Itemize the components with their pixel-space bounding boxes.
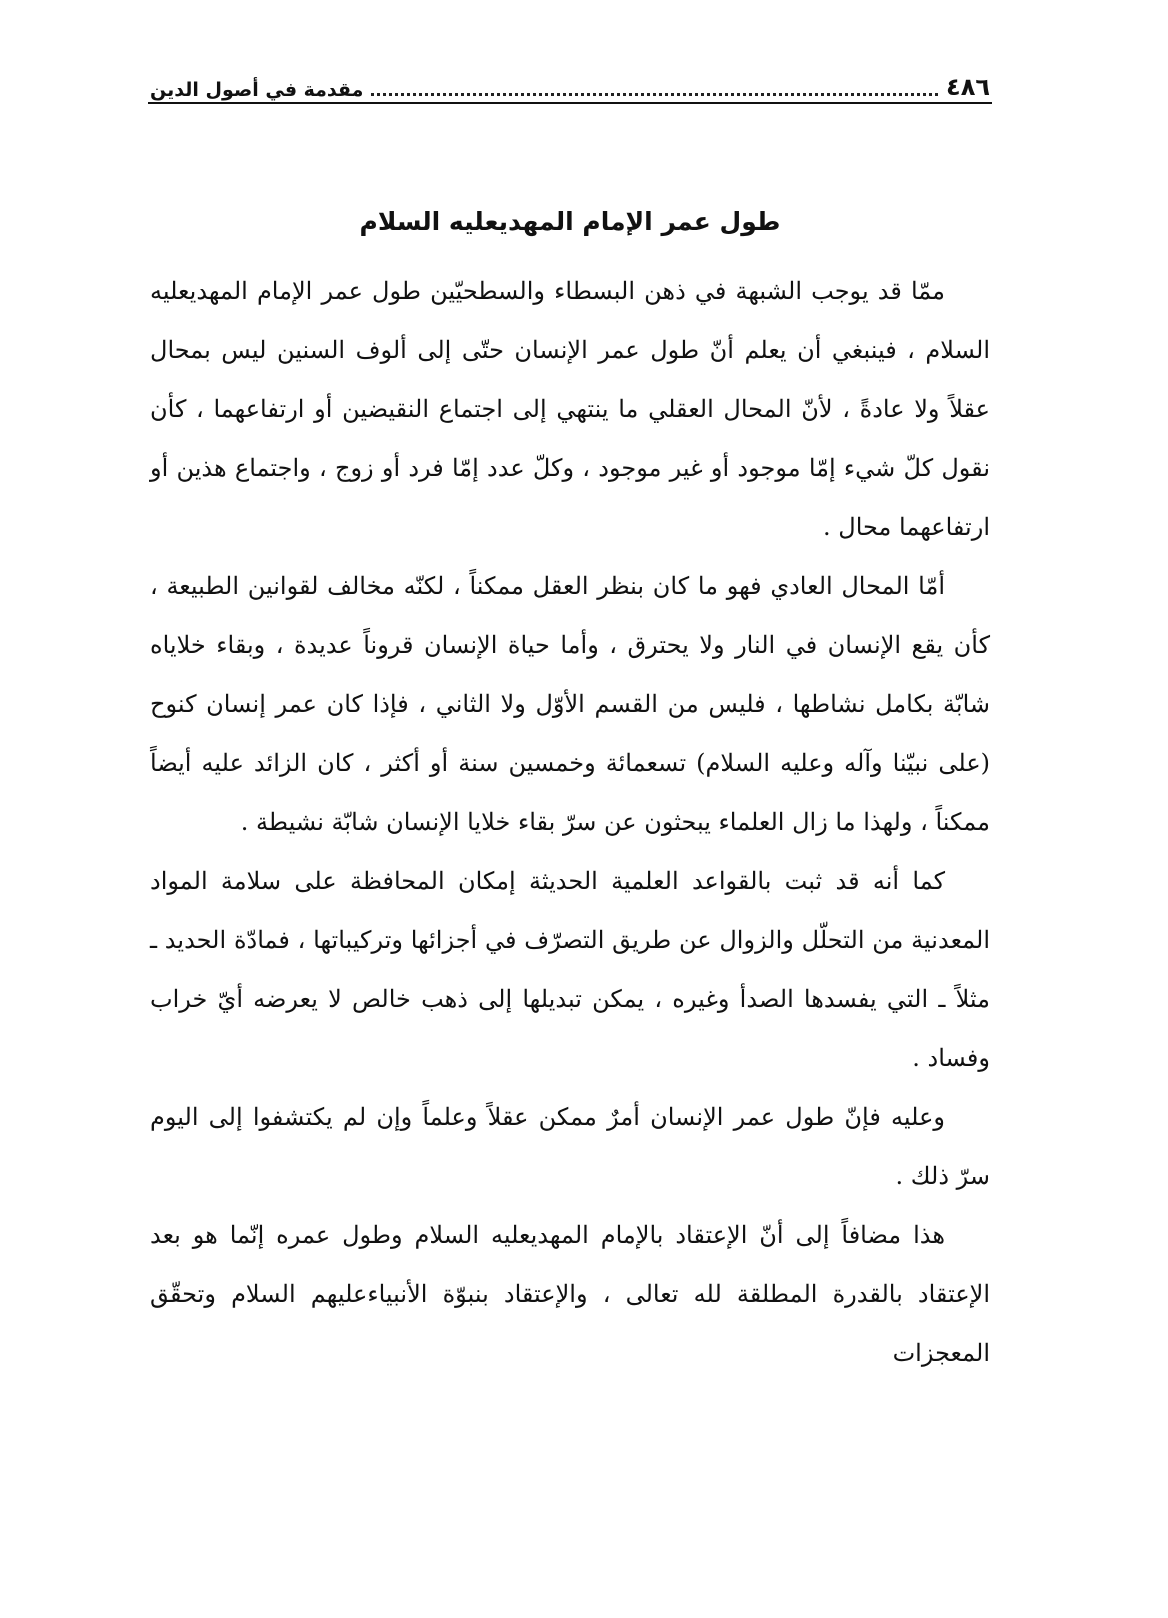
book-title: مقدمة في أصول الدين: [150, 79, 364, 102]
paragraph: كما أنه قد ثبت بالقواعد العلمية الحديثة إمكان المحافظة على سلامة المواد المعدنية من التحلّل والزوال عن طريق التصرّف في أجزائها وتركيباتها ، فمادّة الحديد ـ مثلاً ـ التي يفسدها الصدأ وغيره ، يمكن تبديلها إلى ذهب خالص لا يعرضه أيّ خراب وفساد .: [150, 867, 990, 1072]
header-dot-leader: [371, 93, 938, 96]
body-text: [150, 262, 990, 1383]
paragraph: وعليه فإنّ طول عمر الإنسان أمرٌ ممكن عقلاً وعلماً وإن لم يكتشفوا إلى اليوم سرّ ذلك .: [150, 1103, 990, 1190]
section-title: طول عمر الإمام المهديعليه السلام: [359, 207, 781, 236]
paragraph: هذا مضافاً إلى أنّ الإعتقاد بالإمام المهديعليه السلام وطول عمره إنّما هو بعد الإعتقاد بالقدرة المطلقة لله تعالى ، والإعتقاد بنبوّة الأنبياءعليهم السلام وتحقّق المعجزات: [150, 1221, 990, 1367]
paragraph: ممّا قد يوجب الشبهة في ذهن البسطاء والسطحيّين طول عمر الإمام المهديعليه السلام ، فينبغي أن يعلم أنّ طول عمر الإنسان حتّى إلى ألوف السنين ليس بمحال عقلاً ولا عادةً ، لأنّ المحال العقلي ما ينتهي إلى اجتماع النقيضين أو ارتفاعهما ، كأن نقول كلّ شيء إمّا موجود أو غير موجود ، وكلّ عدد إمّا فرد أو زوج ، واجتماع هذين أو ارتفاعهما محال .: [150, 277, 990, 541]
page-number: ٤٨٦: [946, 73, 990, 102]
header-rule: [148, 102, 992, 104]
paragraph: أمّا المحال العادي فهو ما كان بنظر العقل ممكناً ، لكنّه مخالف لقوانين الطبيعة ، كأن يقع الإنسان في النار ولا يحترق ، وأما حياة الإنسان قروناً عديدة ، وبقاء خلاياه شابّة بكامل نشاطها ، فليس من القسم الأوّل ولا الثاني ، فإذا كان عمر إنسان كنوح (على نبيّنا وآله وعليه السلام) تسعمائة وخمسين سنة أو أكثر ، كان الزائد عليه أيضاً ممكناً ، ولهذا ما زال العلماء يبحثون عن سرّ بقاء خلايا الإنسان شابّة نشيطة .: [150, 572, 990, 836]
running-header: [150, 62, 990, 102]
